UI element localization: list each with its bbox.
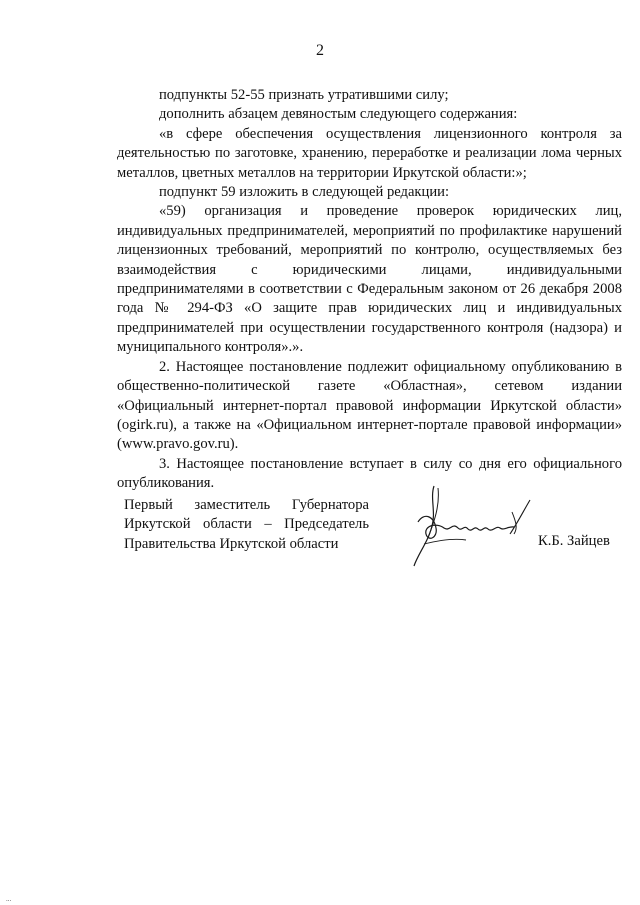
body-paragraph: дополнить абзацем девяностым следующего содержания: [159, 106, 518, 123]
body-paragraph: 2. Настоящее постановление подлежит официальному опубликованию в общественно-политической газете «Областная», сетевом издании «Официальный интернет-портал правовой информации Иркутской области» (ogirk.ru), а также на «Официальном интернет-портале правовой информации» (www.pravo.gov.ru). [117, 358, 622, 453]
signer-position-line: Правительства Иркутской области [124, 535, 339, 552]
corner-mark: ... [6, 895, 12, 903]
body-paragraph: «59) организация и проведение проверок юридических лиц, индивидуальных предпринимателей, мероприятий по профилактике нарушений лицензионных требований, мероприятий по контролю, осуществляемых без взаимодействия с юридическими лицами, индивидуальными предпринимателями в соответствии с Федеральным законом от 26 декабря 2008 года № 294-ФЗ «О защите прав юридических лиц и индивидуальных предпринимателей при осуществлении государственного контроля (надзора) и муниципального контроля».». [117, 203, 622, 356]
signer-position [124, 496, 369, 554]
body-paragraph: 3. Настоящее постановление вступает в силу со дня его официального опубликования. [117, 455, 622, 492]
signer-name: К.Б. Зайцев [538, 533, 610, 549]
handwritten-signature [410, 482, 540, 572]
body-paragraph: подпункты 52-55 признать утратившими силу; [159, 87, 449, 103]
signer-position-line: Первый заместитель Губернатора [124, 497, 369, 513]
body-paragraph: «в сфере обеспечения осуществления лицензионного контроля за деятельностью по заготовке, хранению, переработке и реализации лома черных металлов, цветных металлов на территории Иркутской области:»; [117, 125, 622, 181]
signature-block [124, 496, 624, 586]
document-body [117, 86, 622, 494]
signer-position-line: Иркутской области – Председатель [124, 516, 369, 533]
body-paragraph: подпункт 59 изложить в следующей редакции: [159, 184, 450, 201]
page-number: 2 [316, 42, 324, 59]
